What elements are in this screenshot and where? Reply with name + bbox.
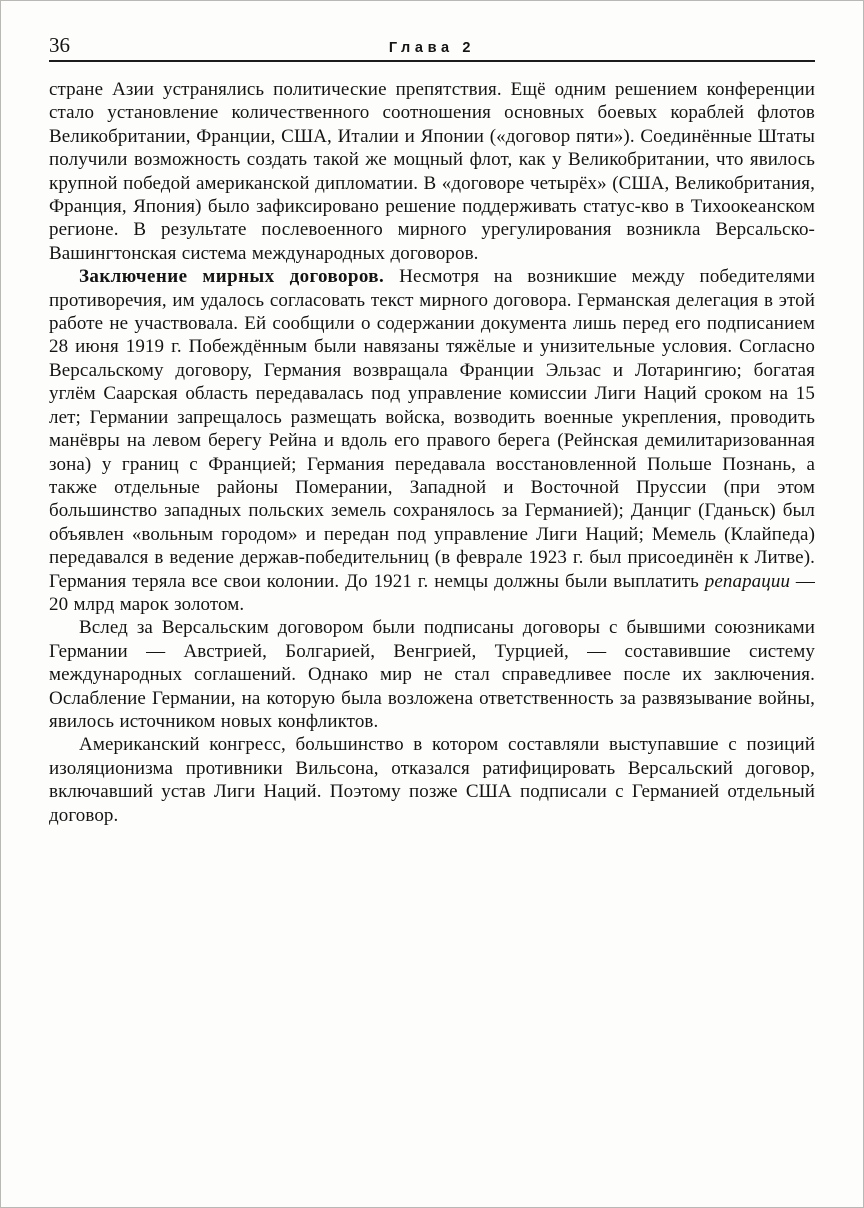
- emphasis-term: репарации: [704, 570, 791, 592]
- paragraph-text: Вслед за Версальским договором были подписаны договоры с бывшими союзниками Германии — Австрией, Болгарией, Венгрией, Турцией, — составившие систему международных соглашений. Однако мир не стал справедливее после их заключения. Ослабление Германии, на которую была возложена ответственность за развязывание войны, явилось источником новых конфликтов.: [49, 617, 815, 732]
- header-rule: [49, 60, 815, 62]
- paragraph-text: — 20 млрд марок золотом.: [49, 570, 815, 615]
- page-header: [49, 35, 815, 60]
- paragraph-text: Американский конгресс, большинство в котором составляли выступавшие с позиций изоляционизма противники Вильсона, отказался ратифицировать Версальский договор, включавший устав Лиги Наций. Поэтому позже США подписали с Германией отдельный договор.: [49, 734, 815, 826]
- paragraph: [49, 265, 815, 616]
- paragraph-text: Несмотря на возникшие между победителями противоречия, им удалось согласовать текст мирного договора. Германская делегация в этой работе не участвовала. Ей сообщили о содержании документа лишь перед его подписанием 28 июня 1919 г. Побеждённым были навязаны тяжёлые и унизительные условия. Согласно Версальскому договору, Германия возвращала Франции Эльзас и Лотарингию; богатая углём Саарская область передавалась под управление комиссии Лиги Наций сроком на 15 лет; Германии запрещалось размещать войска, возводить военные укрепления, проводить манёвры на левом берегу Рейна и вдоль его правого берега (Рейнская демилитаризованная зона) у границ с Францией; Германия передавала восстановленной Польше Познань, а также отдельные районы Померании, Западной и Восточной Пруссии (при этом большинство западных польских земель сохранялось за Германией); Данциг (Гданьск) был объявлен «вольным городом» и передан под управление Лиги Наций; Мемель (Клайпеда) передавался в ведение держав-победительниц (в феврале 1923 г. был присоединён к Литве). Германия теряла все свои колонии. До 1921 г. немцы должны были выплатить: [49, 266, 816, 592]
- chapter-header: Глава 2: [388, 39, 476, 56]
- paragraph-text: стране Азии устранялись политические препятствия. Ещё одним решением конференции стало установление количественного соотношения основных боевых кораблей флотов Великобритании, Франции, США, Италии и Японии («договор пяти»). Соединённые Штаты получили возможность создать такой же мощный флот, как у Великобритании, что явилось крупной победой американской дипломатии. В «договоре четырёх» (США, Великобритания, Франция, Япония) было зафиксировано решение поддерживать статус-кво в Тихоокеанском регионе. В результате послевоенного мирного урегулирования возникла Версальско-Вашингтонская система международных договоров.: [49, 79, 815, 264]
- page-number: 36: [49, 33, 70, 57]
- page-body: [49, 78, 815, 827]
- paragraph: [49, 616, 815, 733]
- paragraph-lead-bold: Заключение мирных договоров.: [79, 266, 400, 288]
- paragraph: [49, 733, 815, 827]
- paragraph: [49, 78, 815, 265]
